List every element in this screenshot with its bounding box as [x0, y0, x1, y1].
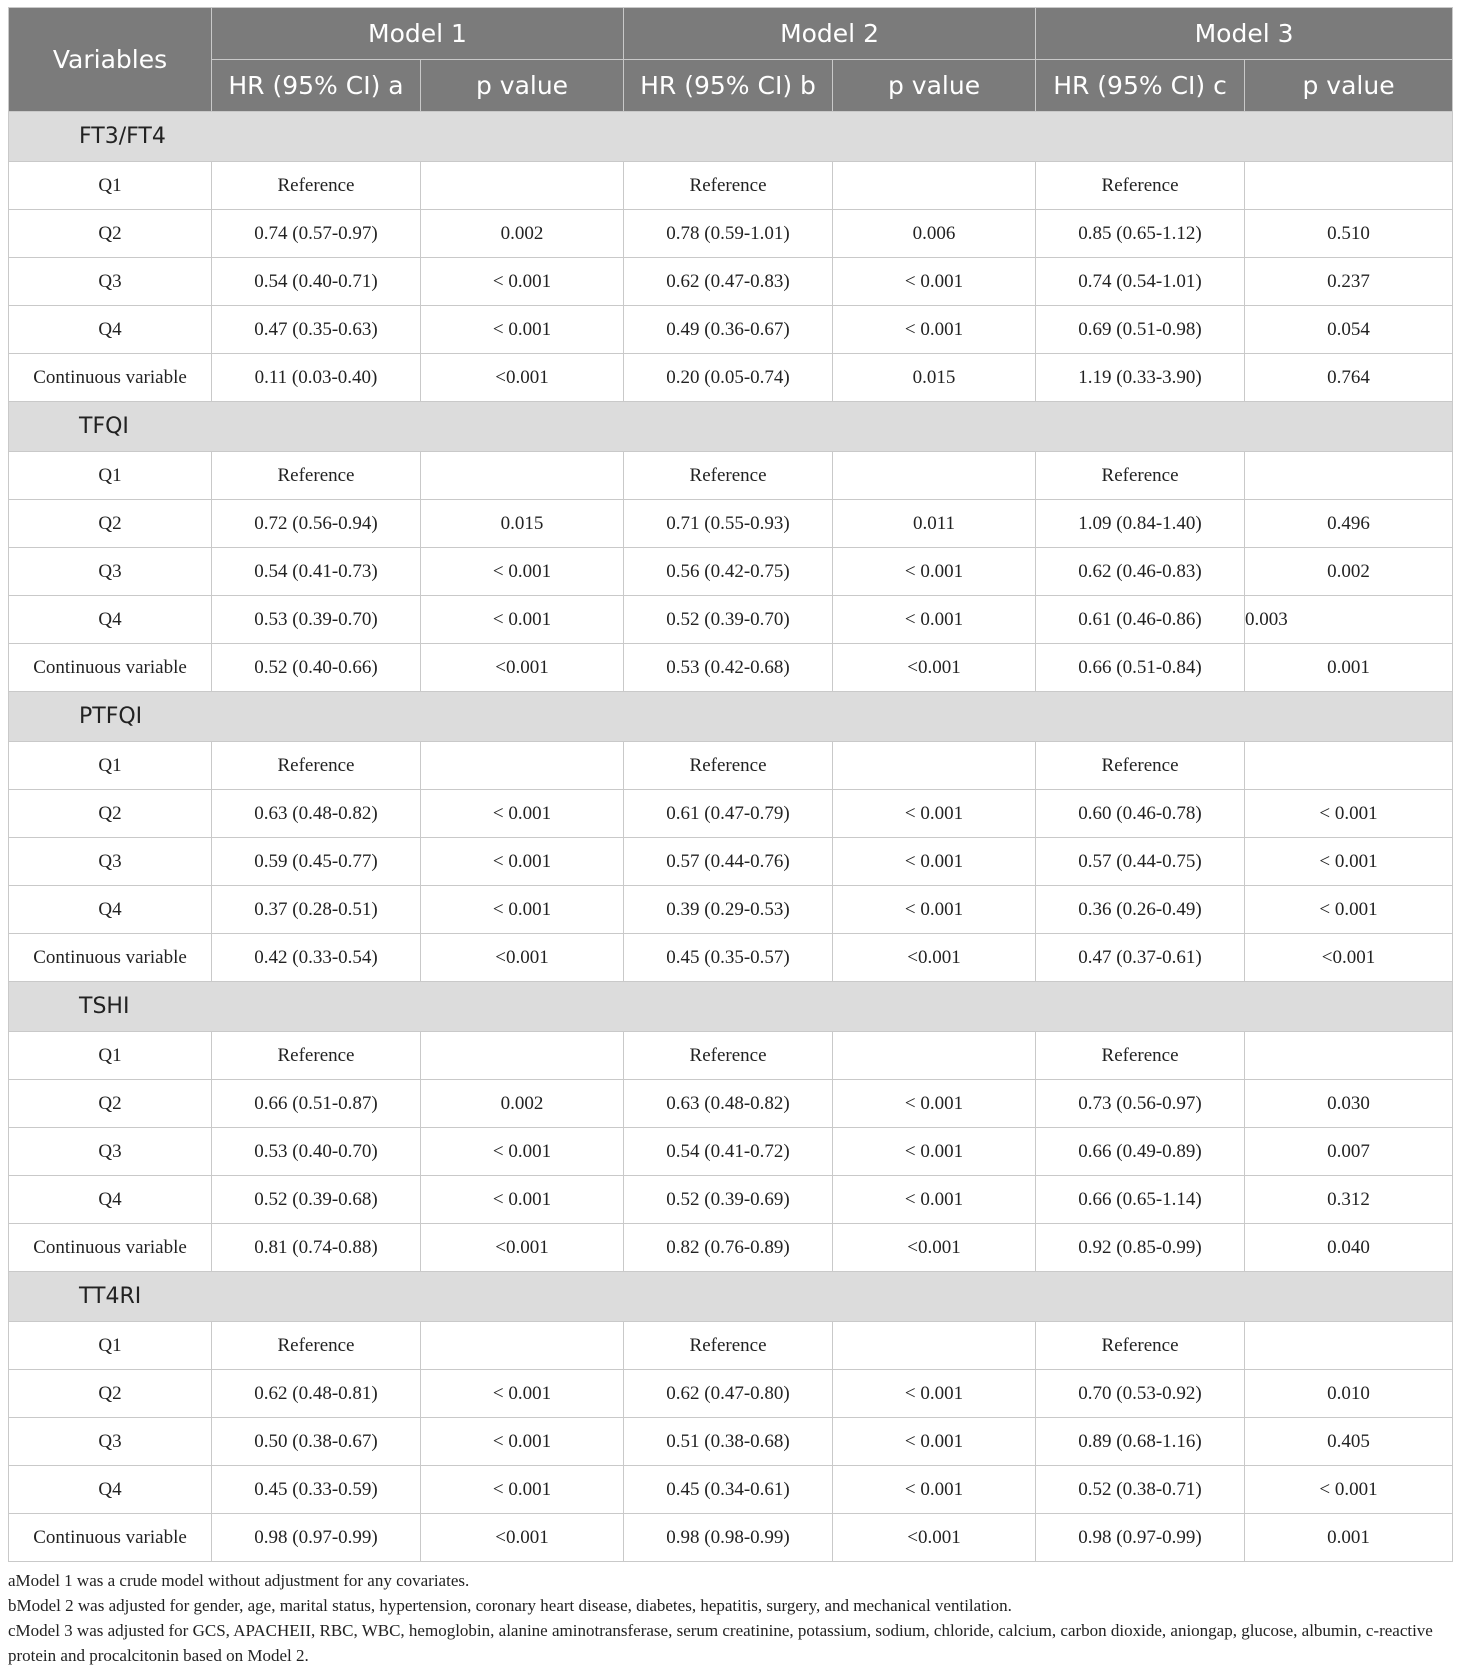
table-row: [9, 790, 1453, 838]
hr-ci-header: HR (95% CI) c: [1036, 60, 1245, 112]
p-value-cell: <0.001: [833, 644, 1036, 692]
row-label: Q2: [9, 1080, 212, 1128]
table-row: [9, 452, 1453, 500]
hr-ci-cell: 0.73 (0.56-0.97): [1036, 1080, 1245, 1128]
hr-ci-cell: 0.63 (0.48-0.82): [624, 1080, 833, 1128]
footnote: bModel 2 was adjusted for gender, age, marital status, hypertension, coronary heart disease, diabetes, hepatitis, surgery, and mechanical ventilation.: [8, 1596, 1012, 1615]
p-value-cell: < 0.001: [833, 886, 1036, 934]
p-value-cell: [833, 452, 1036, 500]
footnote: cModel 3 was adjusted for GCS, APACHEII, RBC, WBC, hemoglobin, alanine aminotransferase, serum creatinine, potassium, sodium, chloride, calcium, carbon dioxide, aniongap, glucose, albumin, c-reactive protein and procalcitonin based on Model 2.: [8, 1621, 1433, 1665]
hr-ci-cell: Reference: [624, 1032, 833, 1080]
p-value-cell: <0.001: [421, 934, 624, 982]
group-row: [9, 112, 1453, 162]
hr-ci-cell: Reference: [212, 1032, 421, 1080]
p-value-cell: 0.010: [1245, 1370, 1453, 1418]
table-row: [9, 306, 1453, 354]
hr-ci-cell: 0.45 (0.33-0.59): [212, 1466, 421, 1514]
p-value-cell: 0.237: [1245, 258, 1453, 306]
row-label: Q3: [9, 258, 212, 306]
table-row: [9, 548, 1453, 596]
hr-ci-cell: 0.57 (0.44-0.75): [1036, 838, 1245, 886]
footnote: aModel 1 was a crude model without adjustment for any covariates.: [8, 1571, 470, 1590]
p-value-cell: < 0.001: [421, 306, 624, 354]
p-value-cell: [1245, 452, 1453, 500]
hr-ci-cell: Reference: [624, 452, 833, 500]
hr-ci-cell: 0.54 (0.41-0.73): [212, 548, 421, 596]
group-label: TSHI: [9, 982, 1453, 1032]
hr-ci-cell: 0.62 (0.47-0.80): [624, 1370, 833, 1418]
p-value-cell: 0.312: [1245, 1176, 1453, 1224]
table-row: [9, 596, 1453, 644]
group-row: [9, 1272, 1453, 1322]
p-value-cell: 0.001: [1245, 644, 1453, 692]
hr-ci-cell: Reference: [624, 742, 833, 790]
p-value-cell: < 0.001: [833, 790, 1036, 838]
hr-ci-cell: 0.52 (0.40-0.66): [212, 644, 421, 692]
table-row: [9, 258, 1453, 306]
p-value-cell: 0.764: [1245, 354, 1453, 402]
hr-ci-cell: Reference: [212, 1322, 421, 1370]
row-label: Q3: [9, 1418, 212, 1466]
hr-ci-cell: Reference: [1036, 1032, 1245, 1080]
table-row: [9, 838, 1453, 886]
p-value-cell: [1245, 162, 1453, 210]
hr-ci-cell: 0.62 (0.47-0.83): [624, 258, 833, 306]
p-value-cell: [421, 162, 624, 210]
p-value-cell: [833, 742, 1036, 790]
p-value-cell: 0.015: [833, 354, 1036, 402]
table-row: [9, 934, 1453, 982]
hr-ci-cell: Reference: [624, 162, 833, 210]
hr-ci-cell: 0.66 (0.51-0.84): [1036, 644, 1245, 692]
hr-ci-cell: 0.52 (0.39-0.69): [624, 1176, 833, 1224]
group-label: PTFQI: [9, 692, 1453, 742]
table-row: [9, 644, 1453, 692]
group-label: FT3/FT4: [9, 112, 1453, 162]
hr-ci-cell: 0.72 (0.56-0.94): [212, 500, 421, 548]
p-value-cell: < 0.001: [1245, 1466, 1453, 1514]
hr-ci-cell: 0.50 (0.38-0.67): [212, 1418, 421, 1466]
p-value-cell: [421, 1032, 624, 1080]
table-row: [9, 1080, 1453, 1128]
p-value-header: p value: [1245, 60, 1453, 112]
hr-ci-cell: Reference: [1036, 162, 1245, 210]
row-label: Continuous variable: [9, 1514, 212, 1562]
p-value-cell: < 0.001: [833, 1418, 1036, 1466]
row-label: Q2: [9, 210, 212, 258]
row-label: Q4: [9, 886, 212, 934]
hr-ci-cell: 0.66 (0.65-1.14): [1036, 1176, 1245, 1224]
hr-ci-cell: 0.39 (0.29-0.53): [624, 886, 833, 934]
hr-ci-cell: 0.57 (0.44-0.76): [624, 838, 833, 886]
hr-ci-cell: 0.66 (0.49-0.89): [1036, 1128, 1245, 1176]
model-1-header: Model 1: [212, 8, 624, 60]
hr-ci-cell: 0.52 (0.39-0.68): [212, 1176, 421, 1224]
p-value-cell: [1245, 742, 1453, 790]
p-value-cell: < 0.001: [833, 596, 1036, 644]
hr-ci-cell: 0.11 (0.03-0.40): [212, 354, 421, 402]
row-label: Q4: [9, 306, 212, 354]
row-label: Q1: [9, 162, 212, 210]
hr-ci-cell: 0.37 (0.28-0.51): [212, 886, 421, 934]
p-value-cell: < 0.001: [1245, 886, 1453, 934]
table-row: [9, 1176, 1453, 1224]
row-label: Q1: [9, 742, 212, 790]
p-value-cell: < 0.001: [421, 596, 624, 644]
row-label: Q1: [9, 1322, 212, 1370]
hr-ci-cell: 0.69 (0.51-0.98): [1036, 306, 1245, 354]
p-value-cell: < 0.001: [421, 1176, 624, 1224]
table-row: [9, 742, 1453, 790]
hr-ci-cell: Reference: [1036, 1322, 1245, 1370]
header-row-subcolumns: [9, 60, 1453, 112]
row-label: Q3: [9, 1128, 212, 1176]
hr-ci-cell: 0.53 (0.42-0.68): [624, 644, 833, 692]
row-label: Continuous variable: [9, 644, 212, 692]
p-value-cell: [833, 162, 1036, 210]
row-label: Q2: [9, 790, 212, 838]
hr-ci-cell: Reference: [212, 742, 421, 790]
hr-ci-cell: 0.45 (0.34-0.61): [624, 1466, 833, 1514]
p-value-cell: < 0.001: [833, 1466, 1036, 1514]
p-value-cell: < 0.001: [833, 1080, 1036, 1128]
hr-ci-cell: 0.42 (0.33-0.54): [212, 934, 421, 982]
hr-ci-cell: 0.54 (0.41-0.72): [624, 1128, 833, 1176]
table-row: [9, 500, 1453, 548]
table-row: [9, 1032, 1453, 1080]
hr-ci-cell: 0.52 (0.38-0.71): [1036, 1466, 1245, 1514]
p-value-cell: <0.001: [421, 1224, 624, 1272]
p-value-cell: [833, 1322, 1036, 1370]
p-value-cell: [421, 742, 624, 790]
table-row: [9, 1224, 1453, 1272]
row-label: Continuous variable: [9, 934, 212, 982]
p-value-cell: 0.015: [421, 500, 624, 548]
p-value-cell: 0.030: [1245, 1080, 1453, 1128]
p-value-cell: [421, 452, 624, 500]
hr-ci-cell: 0.20 (0.05-0.74): [624, 354, 833, 402]
p-value-cell: 0.405: [1245, 1418, 1453, 1466]
p-value-cell: <0.001: [1245, 934, 1453, 982]
p-value-cell: < 0.001: [421, 1466, 624, 1514]
hr-ci-cell: 0.61 (0.47-0.79): [624, 790, 833, 838]
p-value-cell: 0.002: [421, 1080, 624, 1128]
hr-ci-cell: 0.59 (0.45-0.77): [212, 838, 421, 886]
p-value-cell: 0.001: [1245, 1514, 1453, 1562]
table-row: [9, 1370, 1453, 1418]
hr-ci-cell: 0.98 (0.97-0.99): [212, 1514, 421, 1562]
table-row: [9, 1322, 1453, 1370]
hr-ci-cell: 0.81 (0.74-0.88): [212, 1224, 421, 1272]
p-value-header: p value: [421, 60, 624, 112]
p-value-cell: < 0.001: [833, 548, 1036, 596]
p-value-cell: < 0.001: [421, 1128, 624, 1176]
p-value-cell: 0.002: [1245, 548, 1453, 596]
p-value-cell: < 0.001: [833, 1370, 1036, 1418]
p-value-cell: 0.054: [1245, 306, 1453, 354]
p-value-cell: < 0.001: [421, 838, 624, 886]
group-row: [9, 692, 1453, 742]
p-value-cell: < 0.001: [421, 790, 624, 838]
row-label: Q4: [9, 596, 212, 644]
p-value-cell: < 0.001: [833, 258, 1036, 306]
hr-ci-cell: 0.53 (0.39-0.70): [212, 596, 421, 644]
p-value-cell: < 0.001: [833, 1176, 1036, 1224]
hr-ci-cell: 0.66 (0.51-0.87): [212, 1080, 421, 1128]
p-value-cell: <0.001: [421, 1514, 624, 1562]
p-value-cell: < 0.001: [421, 1370, 624, 1418]
hr-ci-cell: 1.09 (0.84-1.40): [1036, 500, 1245, 548]
hr-ci-cell: 0.62 (0.48-0.81): [212, 1370, 421, 1418]
hr-ci-cell: 0.82 (0.76-0.89): [624, 1224, 833, 1272]
table-container: [8, 7, 1452, 1668]
row-label: Q1: [9, 1032, 212, 1080]
group-label: TFQI: [9, 402, 1453, 452]
hr-ci-cell: 0.85 (0.65-1.12): [1036, 210, 1245, 258]
hr-ci-cell: 0.70 (0.53-0.92): [1036, 1370, 1245, 1418]
row-label: Q1: [9, 452, 212, 500]
footnotes: [8, 1568, 1452, 1668]
hr-ci-cell: 0.74 (0.57-0.97): [212, 210, 421, 258]
hr-ci-cell: 0.56 (0.42-0.75): [624, 548, 833, 596]
p-value-cell: 0.496: [1245, 500, 1453, 548]
hr-ci-cell: 0.89 (0.68-1.16): [1036, 1418, 1245, 1466]
table-body: [9, 112, 1453, 1562]
table-row: [9, 1418, 1453, 1466]
hr-ci-cell: 0.61 (0.46-0.86): [1036, 596, 1245, 644]
model-3-header: Model 3: [1036, 8, 1453, 60]
hr-ci-header: HR (95% CI) b: [624, 60, 833, 112]
p-value-cell: < 0.001: [421, 548, 624, 596]
p-value-cell: < 0.001: [833, 306, 1036, 354]
row-label: Continuous variable: [9, 354, 212, 402]
row-label: Q4: [9, 1176, 212, 1224]
p-value-cell: < 0.001: [1245, 838, 1453, 886]
hr-ci-header: HR (95% CI) a: [212, 60, 421, 112]
p-value-cell: 0.510: [1245, 210, 1453, 258]
p-value-cell: [1245, 1322, 1453, 1370]
p-value-cell: 0.040: [1245, 1224, 1453, 1272]
model-2-header: Model 2: [624, 8, 1036, 60]
hr-ci-cell: 0.98 (0.97-0.99): [1036, 1514, 1245, 1562]
row-label: Q4: [9, 1466, 212, 1514]
hr-ci-cell: Reference: [624, 1322, 833, 1370]
table-row: [9, 210, 1453, 258]
hr-ci-cell: 0.78 (0.59-1.01): [624, 210, 833, 258]
group-label: TT4RI: [9, 1272, 1453, 1322]
row-label: Continuous variable: [9, 1224, 212, 1272]
p-value-cell: [421, 1322, 624, 1370]
row-label: Q2: [9, 500, 212, 548]
p-value-cell: 0.006: [833, 210, 1036, 258]
row-label: Q3: [9, 838, 212, 886]
p-value-cell: < 0.001: [421, 886, 624, 934]
p-value-cell: [833, 1032, 1036, 1080]
table-row: [9, 1128, 1453, 1176]
table-row: [9, 1466, 1453, 1514]
hr-ci-cell: 0.49 (0.36-0.67): [624, 306, 833, 354]
p-value-cell: < 0.001: [421, 1418, 624, 1466]
p-value-cell: [1245, 1032, 1453, 1080]
p-value-cell: <0.001: [421, 644, 624, 692]
p-value-cell: <0.001: [833, 1224, 1036, 1272]
p-value-cell: < 0.001: [1245, 790, 1453, 838]
p-value-cell: 0.011: [833, 500, 1036, 548]
table-row: [9, 1514, 1453, 1562]
table-row: [9, 886, 1453, 934]
p-value-header: p value: [833, 60, 1036, 112]
hr-ci-cell: 0.92 (0.85-0.99): [1036, 1224, 1245, 1272]
p-value-cell: < 0.001: [833, 838, 1036, 886]
p-value-cell: < 0.001: [833, 1128, 1036, 1176]
hr-ci-cell: 0.54 (0.40-0.71): [212, 258, 421, 306]
group-row: [9, 982, 1453, 1032]
hr-ci-cell: Reference: [212, 162, 421, 210]
hr-ci-cell: 0.62 (0.46-0.83): [1036, 548, 1245, 596]
p-value-cell: 0.007: [1245, 1128, 1453, 1176]
hr-ci-cell: 0.47 (0.37-0.61): [1036, 934, 1245, 982]
header-row-models: [9, 8, 1453, 60]
p-value-cell: < 0.001: [421, 258, 624, 306]
p-value-cell: <0.001: [421, 354, 624, 402]
hr-ci-cell: 0.45 (0.35-0.57): [624, 934, 833, 982]
hr-ci-cell: 0.36 (0.26-0.49): [1036, 886, 1245, 934]
hr-ci-cell: 0.74 (0.54-1.01): [1036, 258, 1245, 306]
hr-ci-cell: 0.63 (0.48-0.82): [212, 790, 421, 838]
hr-ci-cell: 0.71 (0.55-0.93): [624, 500, 833, 548]
row-label: Q2: [9, 1370, 212, 1418]
hr-ci-cell: Reference: [212, 452, 421, 500]
row-label: Q3: [9, 548, 212, 596]
hr-ci-cell: 0.47 (0.35-0.63): [212, 306, 421, 354]
variables-header: Variables: [9, 8, 212, 112]
hr-ci-cell: 1.19 (0.33-3.90): [1036, 354, 1245, 402]
hr-ci-cell: 0.51 (0.38-0.68): [624, 1418, 833, 1466]
p-value-cell: 0.002: [421, 210, 624, 258]
hr-ci-cell: 0.98 (0.98-0.99): [624, 1514, 833, 1562]
p-value-cell: <0.001: [833, 1514, 1036, 1562]
hazard-ratio-table: [8, 7, 1453, 1562]
hr-ci-cell: 0.60 (0.46-0.78): [1036, 790, 1245, 838]
hr-ci-cell: 0.53 (0.40-0.70): [212, 1128, 421, 1176]
group-row: [9, 402, 1453, 452]
hr-ci-cell: 0.52 (0.39-0.70): [624, 596, 833, 644]
p-value-cell: <0.001: [833, 934, 1036, 982]
hr-ci-cell: Reference: [1036, 742, 1245, 790]
table-row: [9, 354, 1453, 402]
table-row: [9, 162, 1453, 210]
hr-ci-cell: Reference: [1036, 452, 1245, 500]
p-value-cell: 0.003: [1245, 596, 1453, 644]
